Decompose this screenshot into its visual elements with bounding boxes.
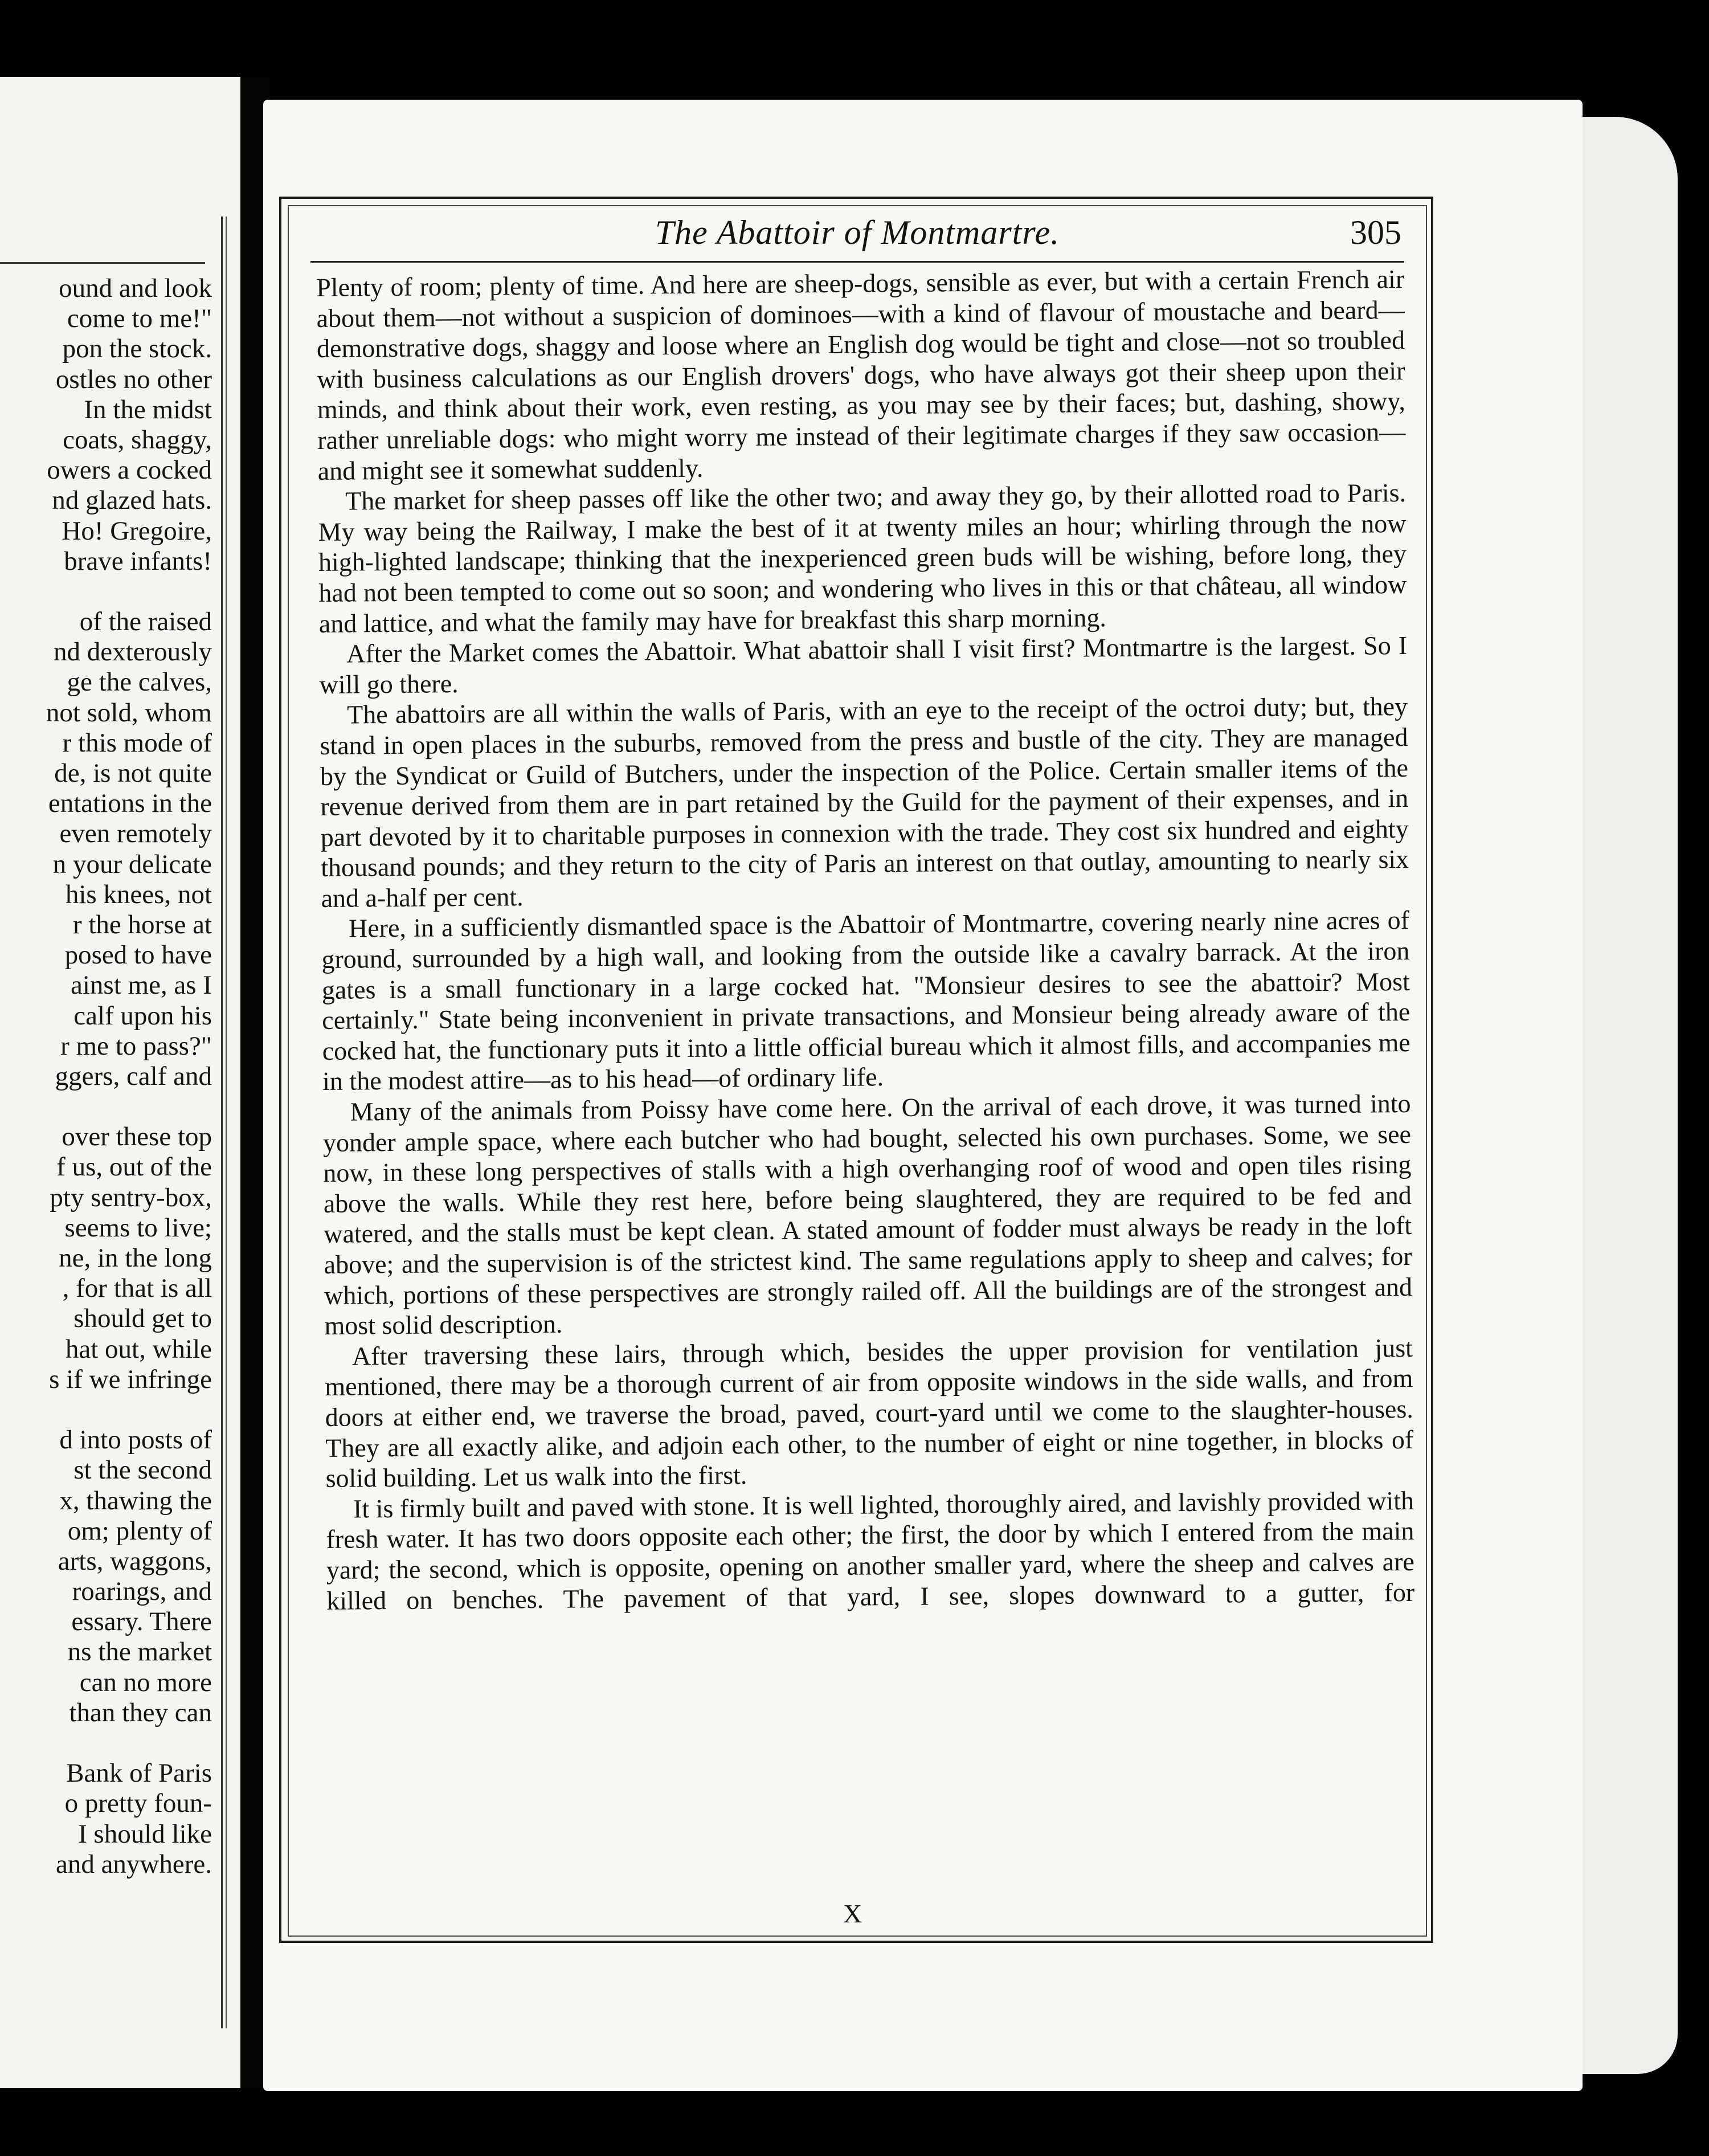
facing-page-left: [0, 77, 240, 2088]
facing-page-line: posed to have: [64, 940, 212, 970]
paragraph: Many of the animals from Poissy have come here. On the arrival of each drove, it was turned into yonder ample space, where each butcher who had bought, selected his own purchases. Some, we see now, in these long perspectives of stalls with a high overhanging roof of wood and open tiles rising above the walls. While they rest here, before being slaughtered, they are required to be fed and watered, and the stalls must be kept clean. A stated amount of fodder must always be ready in the loft above; and the supervision is of the strictest kind. The same regulations apply to sheep and calves; for which, portions of these perspectives are strongly railed off. All the buildings are of the strongest and most solid description.: [322, 1088, 1413, 1341]
facing-page-line: not sold, whom: [46, 697, 212, 728]
facing-page-line: ge the calves,: [67, 667, 212, 697]
facing-page-line: ainst me, as I: [71, 970, 212, 1001]
facing-page-line: can no more: [79, 1667, 212, 1697]
facing-page-line: roarings, and: [72, 1577, 212, 1607]
facing-page-line: calf upon his: [73, 1001, 212, 1031]
facing-page-line: [0, 1728, 212, 1758]
facing-page-line: should get to: [73, 1304, 212, 1334]
facing-page-line: of the raised: [79, 607, 212, 637]
facing-page-line: nd dexterously: [53, 637, 212, 667]
facing-page-head-rule: [0, 262, 205, 264]
facing-page-line: [0, 1092, 212, 1122]
facing-page-line: than they can: [69, 1697, 212, 1728]
facing-page-line: ns the market: [67, 1637, 212, 1667]
facing-page-text-column: [0, 273, 212, 1880]
facing-page-frame-rule: [221, 217, 223, 2028]
article-body: [316, 264, 1414, 1616]
paragraph: After the Market comes the Abattoir. What abattoir shall I visit first? Montmartre is the largest. So I will go there.: [319, 631, 1408, 699]
facing-page-line: o pretty foun-: [64, 1788, 212, 1819]
facing-page-line: n your delicate: [52, 849, 212, 879]
facing-page-line: brave infants!: [64, 546, 212, 576]
facing-page-line: st the second: [73, 1455, 212, 1485]
page-number: 305: [1350, 214, 1401, 251]
facing-page-line: seems to live;: [64, 1212, 212, 1243]
facing-page-line: r the horse at: [72, 909, 212, 940]
facing-page-line: essary. There: [71, 1607, 212, 1637]
facing-page-line: his knees, not: [65, 879, 212, 909]
facing-page-line: om; plenty of: [67, 1516, 212, 1546]
facing-page-line: even remotely: [59, 819, 212, 849]
facing-page-frame-rule-inner: [226, 217, 227, 2028]
facing-page-line: owers a cocked: [47, 455, 212, 485]
facing-page-line: x, thawing the: [59, 1485, 212, 1516]
facing-page-line: In the midst: [84, 394, 212, 424]
paragraph: Here, in a sufficiently dismantled space is the Abattoir of Montmartre, covering nearly nine acres of ground, surrounded by a high wall, and looking from the outside like a cavalry barrack. At the iron gates is a small functionary in a large cocked hat. "Monsieur desires to see the abattoir? Most certainly." State being inconvenient in private transactions, and Monsieur being already aware of the cocked hat, the functionary puts it into a little official bureau which it almost fills, and accompanies me in the modest attire—as to his head—of ordinary life.: [321, 905, 1410, 1096]
facing-page-line: I should like: [78, 1819, 212, 1849]
facing-page-line: [0, 1395, 212, 1425]
facing-page-line: nd glazed hats.: [52, 485, 212, 516]
signature-mark: X: [843, 1899, 862, 1928]
facing-page-line: come to me!": [67, 304, 212, 334]
running-head: [308, 211, 1407, 262]
facing-page-line: ostles no other: [55, 364, 212, 394]
facing-page-line: and anywhere.: [55, 1849, 212, 1879]
facing-page-line: over these top: [62, 1122, 212, 1152]
facing-page-line: pon the stock.: [62, 334, 212, 364]
facing-page-line: [0, 577, 212, 607]
facing-page-line: hat out, while: [65, 1334, 212, 1364]
paragraph: After traversing these lairs, through which, besides the upper provision for ventilation just mentioned, there may be a thorough current of air from opposite windows in the side walls, and from doors at either end, we traverse the broad, paved, court-yard until we come to the slaughter-houses. They are all exactly alike, and adjoin each other, to the number of eight or nine together, in blocks of solid building. Let us walk into the first.: [325, 1333, 1414, 1493]
facing-page-line: coats, shaggy,: [63, 424, 212, 455]
running-head-rule: [310, 261, 1404, 263]
facing-page-line: d into posts of: [59, 1425, 212, 1455]
paragraph: The abattoirs are all within the walls of Paris, with an eye to the receipt of the octroi duty; but, they stand in open places in the suburbs, removed from the press and bustle of the city. They are managed by the Syndicat or Guild of Butchers, under the inspection of the Police. Certain smaller items of the revenue derived from them are in part retained by the Guild for the payment of their expenses, and in part devoted by it to charitable purposes in connexion with the trade. They cost six hundred and eighty thousand pounds; and they return to the city of Paris an interest on that outlay, amounting to nearly six and a-half per cent.: [320, 692, 1409, 913]
facing-page-line: , for that is all: [62, 1273, 212, 1304]
facing-page-line: pty sentry-box,: [50, 1182, 212, 1212]
facing-page-line: r this mode of: [62, 728, 212, 758]
facing-page-line: Ho! Gregoire,: [62, 516, 212, 546]
facing-page-line: ggers, calf and: [55, 1061, 212, 1091]
facing-page-line: de, is not quite: [54, 758, 212, 788]
running-title: The Abattoir of Montmartre.: [655, 214, 1060, 251]
facing-page-line: ound and look: [59, 273, 212, 303]
facing-page-line: s if we infringe: [49, 1364, 212, 1394]
facing-page-line: r me to pass?": [60, 1031, 212, 1061]
facing-page-line: entations in the: [48, 789, 212, 819]
paragraph: Plenty of room; plenty of time. And here are sheep-dogs, sensible as ever, but with a certain French air about them—not without a suspicion of dominoes—with a kind of flavour of moustache and beard—demonstrative dogs, shaggy and loose where an English dog would be tight and close—not so troubled with business calculations as our English drovers' dogs, who have always got their sheep upon their minds, and think about their work, even resting, as you may see by their faces; but, dashing, showy, rather unreliable dogs: who might worry me instead of their legitimate charges if they saw occasion—and might see it somewhat suddenly.: [316, 264, 1406, 485]
paragraph: It is firmly built and paved with stone. It is well lighted, thoroughly aired, and lavishly provided with fresh water. It has two doors opposite each other; the first, the door by which I entered from the main yard; the second, which is opposite, opening on another smaller yard, where the sheep and calves are killed on benches. The pavement of that yard, I see, slopes downward to a gutter, for: [326, 1485, 1415, 1615]
paragraph: The market for sheep passes off like the other two; and away they go, by their allotted road to Paris. My way being the Railway, I make the best of it at twenty miles an hour; whirling through the now high-lighted landscape; thinking that the inexperienced green buds will be wishing, before long, they had not been tempted to come out so soon; and wondering who lives in this or that château, all window and lattice, and what the family may have for breakfast this sharp morning.: [318, 478, 1407, 638]
facing-page-line: ne, in the long: [59, 1243, 212, 1273]
facing-page-line: Bank of Paris: [66, 1758, 212, 1788]
facing-page-line: f us, out of the: [56, 1152, 212, 1182]
facing-page-line: arts, waggons,: [58, 1546, 212, 1576]
